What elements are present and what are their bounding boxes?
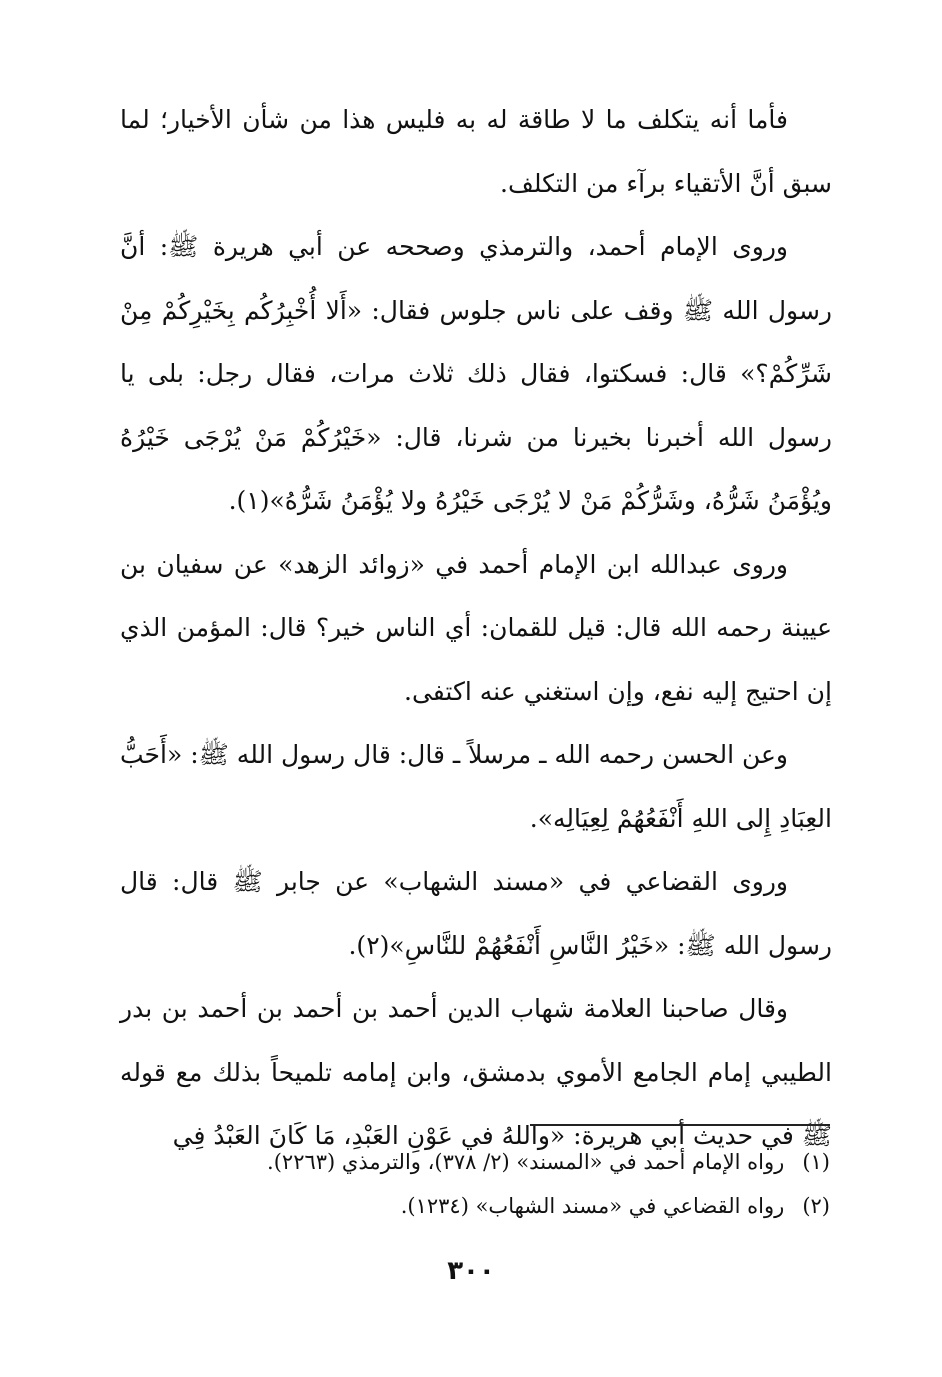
main-text — [120, 88, 832, 1168]
paragraph-2: وروى الإمام أحمد، والترمذي وصححه عن أبي هريرة ﷺ: أنَّ رسول الله ﷺ وقف على ناس جلوس فقال: «أَلا أُخْبِرُكُم بِخَيْرِكُمْ مِنْ شَرِّكُمْ؟» قال: فسكتوا، فقال ذلك ثلاث مرات، فقال رجل: بلى يا رسول الله أخبرنا بخيرنا من شرنا، قال: «خَيْرُكُمْ مَنْ يُرْجَى خَيْرُهُ ويُؤْمَنُ شَرُّهُ، وشَرُّكُمْ مَنْ لا يُرْجَى خَيْرُهُ ولا يُؤْمَنُ شَرُّهُ»(١). — [120, 232, 832, 515]
paragraph-4: وعن الحسن رحمه الله ـ مرسلاً ـ قال: قال رسول الله ﷺ: «أَحَبُّ العِبَادِ إِلى اللهِ أَنْفَعُهُمْ لِعِيَالِه». — [120, 740, 832, 833]
footnote-mark: (٢) — [802, 1194, 830, 1218]
paragraph-6: وقال صاحبنا العلامة شهاب الدين أحمد بن أحمد بن أحمد بن بدر الطيبي إمام الجامع الأموي بدمشق، وابن إمامه تلميحاً بذلك مع قوله ﷺ في حديث أبي هريرة: «واللهُ في عَوْنِ العَبْدِ، مَا كَانَ العَبْدُ فِي — [120, 994, 832, 1150]
page-number: ٣٠٠ — [447, 1256, 495, 1286]
footnote-mark: (١) — [802, 1150, 830, 1174]
footnote-1 — [118, 1140, 830, 1184]
footnote-text: رواه الإمام أحمد في «المسند» (٢/ ٣٧٨)، والترمذي (٢٢٦٣). — [267, 1150, 785, 1174]
footnote-divider — [530, 1124, 830, 1126]
footnotes — [118, 1140, 830, 1228]
paragraph-5: وروى القضاعي في «مسند الشهاب» عن جابر ﷺ قال: قال رسول الله ﷺ: «خَيْرُ النَّاسِ أَنْفَعُهُمْ للنَّاسِ»(٢). — [120, 867, 832, 960]
paragraph-1: فأما أنه يتكلف ما لا طاقة له به فليس هذا من شأن الأخيار؛ لما سبق أنَّ الأتقياء برآء من التكلف. — [120, 105, 832, 198]
footnote-text: رواه القضاعي في «مسند الشهاب» (١٢٣٤). — [400, 1194, 785, 1218]
paragraph-3: وروى عبدالله ابن الإمام أحمد في «زوائد الزهد» عن سفيان بن عيينة رحمه الله قال: قيل للقمان: أي الناس خير؟ قال: المؤمن الذي إن احتيج إليه نفع، وإن استغني عنه اكتفى. — [120, 549, 832, 706]
footnote-2 — [118, 1184, 830, 1228]
